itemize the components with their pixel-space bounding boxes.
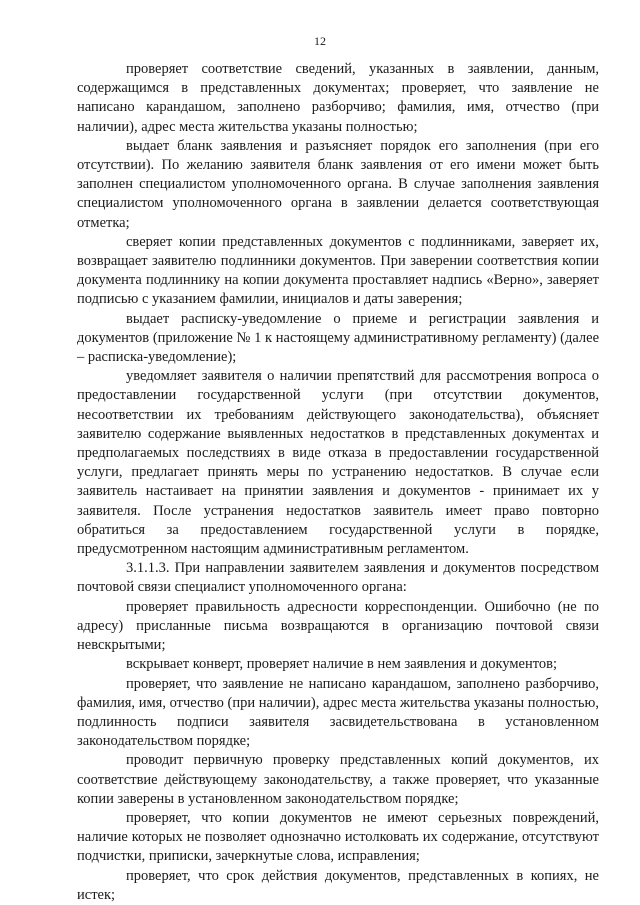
paragraph: проводит первичную проверку представленных копий документов, их соответствие действующему законодательству, а также проверяет, что указанные копии заверены в установленном законодательством порядке; <box>77 752 599 807</box>
page-number: 12 <box>314 34 326 48</box>
paragraph: проверяет, что срок действия документов, представленных в копиях, не истек; <box>77 867 599 903</box>
paragraph: проверяет соответствие сведений, указанных в заявлении, данным, содержащимся в представленных документах; проверяет, что заявление не написано карандашом, заполнено разборчиво; фамилия, имя, отчество (при наличии), адрес места жительства указаны полностью; <box>77 61 599 135</box>
paragraph: выдает расписку-уведомление о приеме и регистрации заявления и документов (приложение № 1 к настоящему административному регламенту) (далее – расписка-уведомление); <box>77 310 599 366</box>
paragraph: проверяет правильность адресности корреспонденции. Ошибочно (не по адресу) присланные письма возвращаются в организацию почтовой связи невскрытыми; <box>77 598 599 654</box>
paragraph: уведомляет заявителя о наличии препятствий для рассмотрения вопроса о предоставлении государственной услуги (при отсутствии документов, несоответствии их требованиям действующего законодательства), объясняет заявителю содержание выявленных недостатков в представленных документах и предполагаемых последствиях в виде отказа в предоставлении государственной услуги, предлагает принять меры по устранению недостатков. В случае если заявитель настаивает на принятии заявления и документов - принимает их у заявителя. После устранения недостатков заявитель имеет право повторно обратиться за предоставлением государственной услуги в порядке, предусмотренном настоящим административным регламентом. <box>77 368 599 558</box>
document-body <box>77 60 599 905</box>
paragraph: сверяет копии представленных документов с подлинниками, заверяет их, возвращает заявителю подлинники документов. При заверении соответствия копии документа подлиннику на копии документа проставляет надпись «Верно», заверяет подписью с указанием фамилии, инициалов и даты заверения; <box>77 233 599 308</box>
paragraph: проверяет, что копии документов не имеют серьезных повреждений, наличие которых не позволяет однозначно истолковать их содержание, отсутствуют подчистки, приписки, зачеркнутые слова, исправления; <box>77 809 599 865</box>
section-paragraph: 3.1.1.3. При направлении заявителем заявления и документов посредством почтовой связи специалист уполномоченного органа: <box>77 560 599 596</box>
paragraph: выдает бланк заявления и разъясняет порядок его заполнения (при его отсутствии). По желанию заявителя бланк заявления от его имени может быть заполнен специалистом уполномоченного органа. В случае заполнения заявления специалистом уполномоченного органа в заявлении делается соответствующая отметка; <box>77 137 599 231</box>
paragraph: проверяет, что заявление не написано карандашом, заполнено разборчиво, фамилия, имя, отчество (при наличии), адрес места жительства указаны полностью, подлинность подписи заявителя засвидетельствована в установленном законодательством порядке; <box>77 675 599 750</box>
paragraph: вскрывает конверт, проверяет наличие в нем заявления и документов; <box>126 656 557 673</box>
